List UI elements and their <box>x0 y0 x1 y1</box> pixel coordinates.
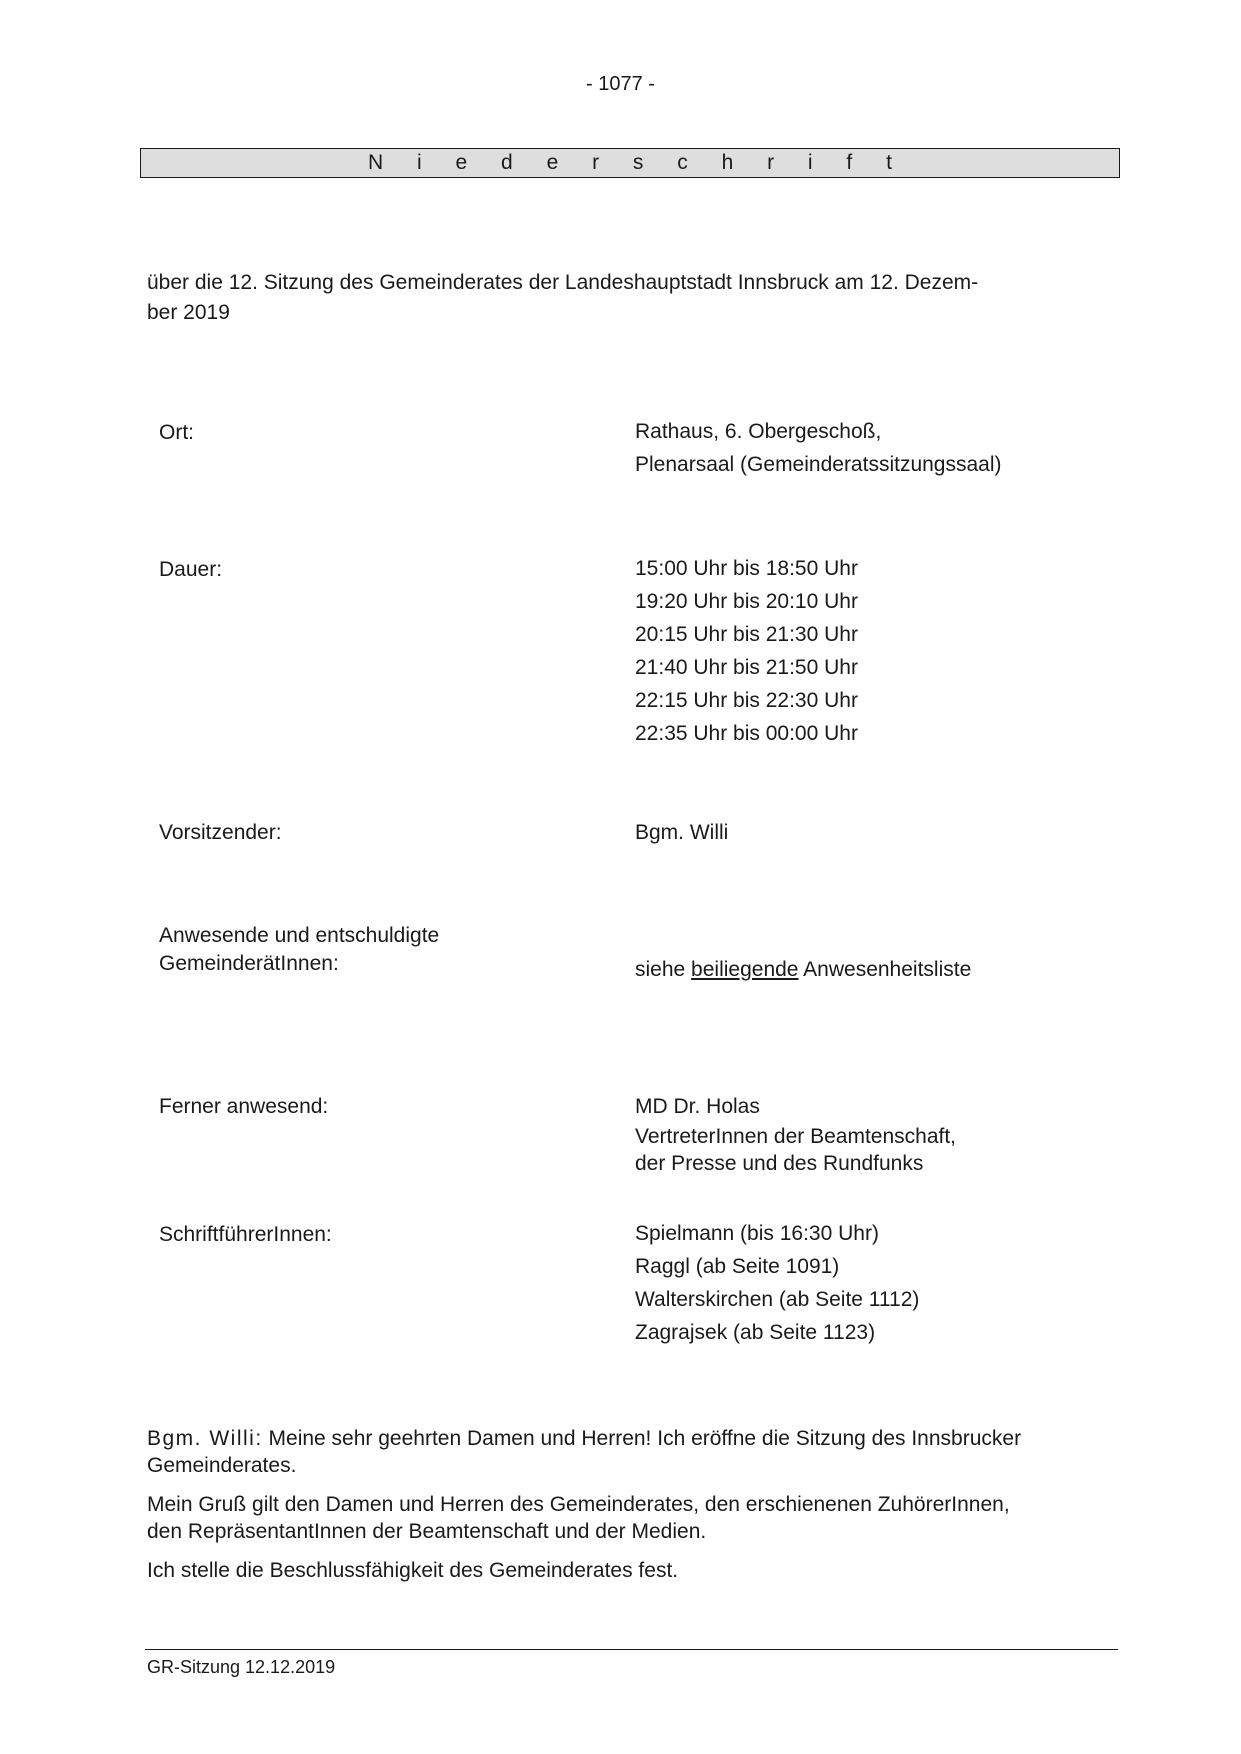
speech-text: Gemeinderates. <box>147 1454 297 1477</box>
speech-text: den RepräsentantInnen der Beamtenschaft und der Medien. <box>147 1520 707 1543</box>
dauer-value <box>635 552 858 750</box>
dauer-time-range: 20:15 Uhr bis 21:30 Uhr <box>635 623 858 646</box>
schriftfuehrer-entry: Spielmann (bis 16:30 Uhr) <box>635 1222 879 1245</box>
speech-paragraph-3: Ich stelle die Beschlussfähigkeit des Gemeinderates fest. <box>147 1559 679 1582</box>
dauer-time-range: 22:15 Uhr bis 22:30 Uhr <box>635 689 858 712</box>
ferner-value-line: VertreterInnen der Beamtenschaft, <box>635 1125 957 1148</box>
anwesende-value-suffix: Anwesenheitsliste <box>803 958 972 981</box>
anwesende-value-underlined: beiliegende <box>691 958 799 981</box>
anwesende-label-line: Anwesende und entschuldigte <box>159 924 440 947</box>
dauer-time-range: 21:40 Uhr bis 21:50 Uhr <box>635 656 858 679</box>
ort-value <box>635 415 1002 481</box>
ort-value-line: Plenarsaal (Gemeinderatssitzungssaal) <box>635 453 1002 476</box>
anwesende-label-line: GemeinderätInnen: <box>159 952 339 975</box>
anwesende-label <box>159 922 439 978</box>
ort-value-line: Rathaus, 6. Obergeschoß, <box>635 420 882 443</box>
vorsitzender-value: Bgm. Willi <box>635 821 729 844</box>
intro-line-2: ber 2019 <box>147 301 230 324</box>
document-title-box <box>140 148 1120 178</box>
speech-paragraph-2 <box>147 1491 1107 1545</box>
anwesende-value-prefix: siehe <box>635 958 686 981</box>
dauer-label: Dauer: <box>159 558 223 581</box>
schriftfuehrer-entry: Zagrajsek (ab Seite 1123) <box>635 1321 876 1344</box>
anwesende-value <box>635 953 971 986</box>
intro-paragraph <box>147 268 1067 328</box>
page-number: - 1077 - <box>586 73 655 95</box>
dauer-time-range: 15:00 Uhr bis 18:50 Uhr <box>635 557 858 580</box>
speech-text: Mein Gruß gilt den Damen und Herren des Gemeinderates, den erschienenen ZuhörerInnen, <box>147 1493 1010 1516</box>
ferner-value-first: MD Dr. Holas <box>635 1095 760 1118</box>
speech-paragraph-1 <box>147 1425 1107 1479</box>
schriftfuehrer-entry: Raggl (ab Seite 1091) <box>635 1255 840 1278</box>
ort-label: Ort: <box>159 421 194 444</box>
dauer-time-range: 19:20 Uhr bis 20:10 Uhr <box>635 590 858 613</box>
intro-line-1: über die 12. Sitzung des Gemeinderates der Landeshauptstadt Innsbruck am 12. Dezem- <box>147 271 979 294</box>
speaker-name: Bgm. Willi: <box>147 1427 263 1450</box>
footer-divider <box>145 1649 1118 1650</box>
schriftfuehrer-entry: Walterskirchen (ab Seite 1112) <box>635 1288 920 1311</box>
ferner-value-rest <box>635 1123 956 1177</box>
footer-text: GR-Sitzung 12.12.2019 <box>147 1657 336 1677</box>
document-title: N i e d e r s c h r i f t <box>368 151 906 174</box>
vorsitzender-label: Vorsitzender: <box>159 821 282 844</box>
ferner-label: Ferner anwesend: <box>159 1095 329 1118</box>
schriftfuehrer-label: SchriftführerInnen: <box>159 1223 332 1246</box>
speech-text: Meine sehr geehrten Damen und Herren! Ich eröffne die Sitzung des Innsbrucker <box>268 1427 1022 1450</box>
ferner-value-line: der Presse und des Rundfunks <box>635 1152 924 1175</box>
schriftfuehrer-value <box>635 1217 919 1349</box>
dauer-time-range: 22:35 Uhr bis 00:00 Uhr <box>635 722 858 745</box>
